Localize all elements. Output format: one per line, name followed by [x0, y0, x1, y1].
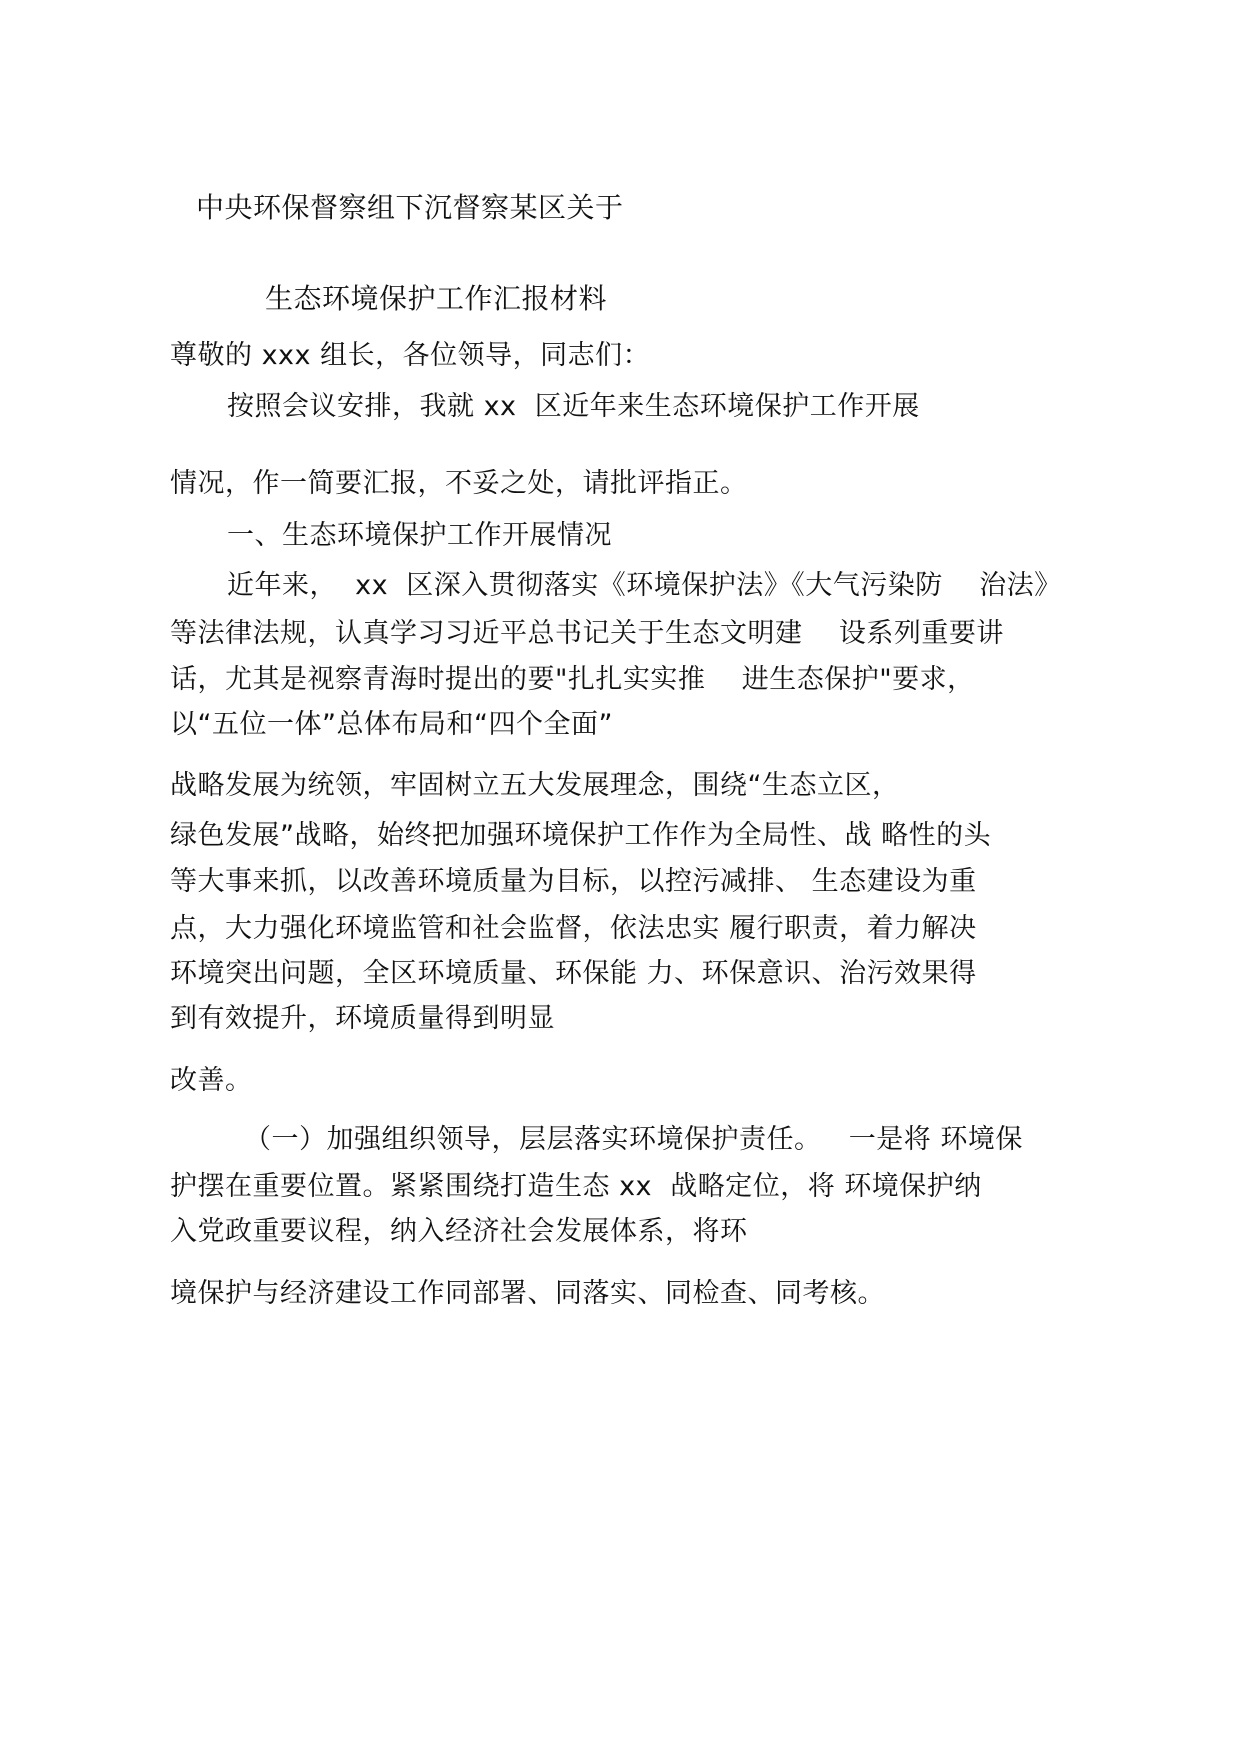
- paragraph-line: 绿色发展”战略，始终把加强环境保护工作作为全局性、战 略性的头: [170, 820, 992, 851]
- paragraph-line: 按照会议安排，我就 xx 区近年来生态环境保护工作开展: [227, 391, 920, 422]
- paragraph-line: 护摆在重要位置。紧紧围绕打造生态 xx 战略定位，将 环境保护纳: [170, 1171, 982, 1202]
- paragraph-line: 话，尤其是视察青海时提出的要"扎扎实实推 进生态保护"要求，: [170, 664, 975, 695]
- document-title-line-1: 中央环保督察组下沉督察某区关于: [196, 191, 624, 224]
- paragraph-line: 改善。: [170, 1065, 253, 1096]
- paragraph-line: 环境突出问题，全区环境质量、环保能 力、环保意识、治污效果得: [170, 958, 977, 989]
- paragraph-line: 到有效提升，环境质量得到明显: [170, 1003, 555, 1034]
- paragraph-line: 境保护与经济建设工作同部署、同落实、同检查、同考核。: [170, 1278, 885, 1309]
- paragraph-line: 等大事来抓，以改善环境质量为目标，以控污减排、 生态建设为重: [170, 866, 977, 897]
- section-heading: 一、生态环境保护工作开展情况: [227, 520, 612, 551]
- paragraph-line: （一）加强组织领导，层层落实环境保护责任。 一是将 环境保: [244, 1124, 1023, 1155]
- salutation: 尊敬的 xxx 组长，各位领导，同志们：: [170, 340, 651, 371]
- paragraph-line: 入党政重要议程，纳入经济社会发展体系，将环: [170, 1216, 748, 1247]
- document-title-line-2: 生态环境保护工作汇报材料: [265, 282, 608, 315]
- paragraph-line: 以“五位一体”总体布局和“四个全面”: [170, 709, 613, 740]
- paragraph-line: 战略发展为统领，牢固树立五大发展理念，围绕“生态立区，: [170, 770, 900, 801]
- paragraph-line: 点，大力强化环境监管和社会监督，依法忠实 履行职责，着力解决: [170, 913, 977, 944]
- paragraph-line: 等法律法规，认真学习习近平总书记关于生态文明建 设系列重要讲: [170, 618, 1004, 649]
- paragraph-line: 近年来， xx 区深入贯彻落实《环境保护法》《大气污染防 治法》: [227, 570, 1062, 601]
- paragraph-line: 情况，作一简要汇报，不妥之处，请批评指正。: [170, 468, 748, 499]
